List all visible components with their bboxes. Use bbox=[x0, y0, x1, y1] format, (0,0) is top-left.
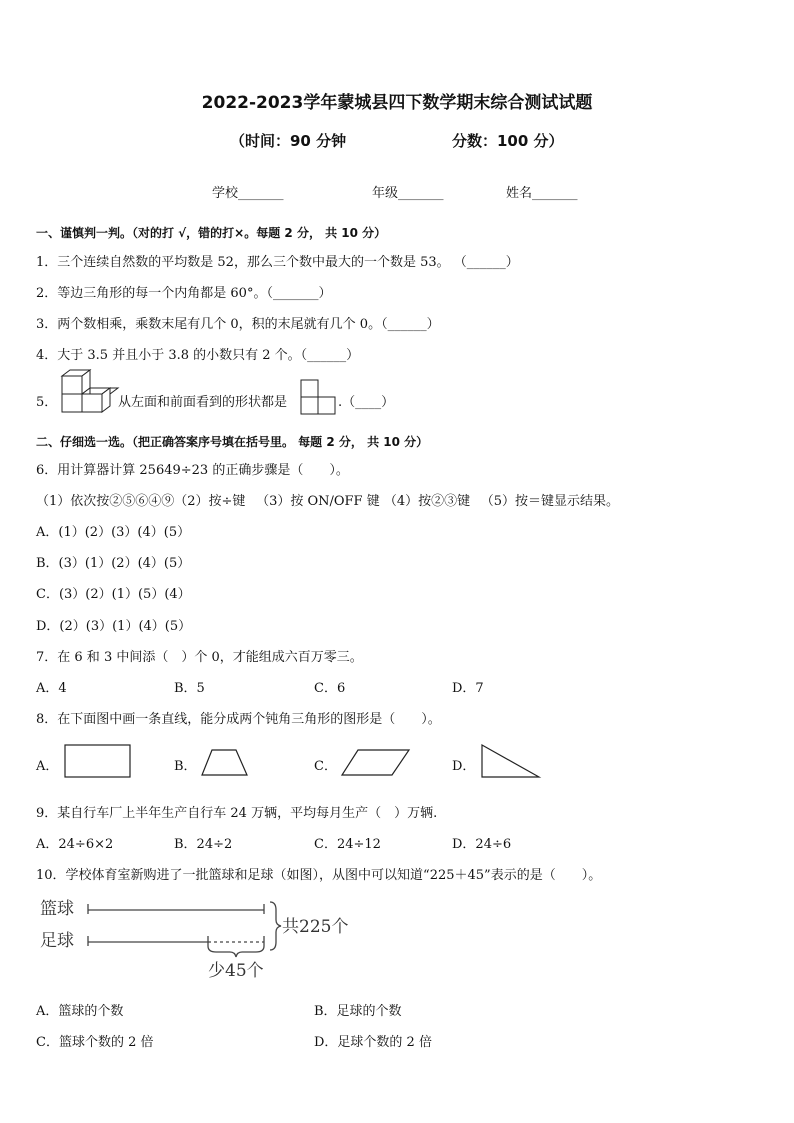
question-10-option-d[interactable]: D．足球个数的 2 倍 bbox=[314, 1035, 432, 1050]
question-8: 8．在下面图中画一条直线，能分成两个钝角三角形的图形是（ ）。 bbox=[36, 712, 441, 727]
question-8-option-b[interactable]: B． bbox=[174, 759, 197, 774]
section1-heading: 一、谨慎判一判。（对的打 √，错的打×。每题 2 分， 共 10 分） bbox=[36, 226, 387, 240]
segment-diagram bbox=[36, 892, 366, 984]
school-field[interactable]: 学校_______ bbox=[212, 186, 284, 201]
question-4: 4．大于 3.5 并且小于 3.8 的小数只有 2 个。（______） bbox=[36, 348, 360, 363]
right-triangle-shape bbox=[480, 743, 542, 779]
question-6-steps: （1）依次按②⑤⑥④⑨（2）按÷键 （3）按 ON/OFF 键 （4）按②③键 （5）按＝键显示结果。 bbox=[36, 494, 620, 509]
question-7-option-d[interactable]: D．7 bbox=[452, 681, 484, 696]
question-6-option-d[interactable]: D．(2）(3）(1）(4）(5） bbox=[36, 619, 192, 634]
question-9-option-c[interactable]: C．24÷12 bbox=[314, 837, 381, 852]
question-10-option-b[interactable]: B．足球的个数 bbox=[314, 1004, 402, 1019]
parallelogram-shape bbox=[340, 748, 412, 778]
question-6-option-b[interactable]: B．(3）(1）(2）(4）(5） bbox=[36, 556, 191, 571]
question-2: 2．等边三角形的每一个内角都是 60°。（_______） bbox=[36, 286, 332, 301]
grade-field[interactable]: 年级_______ bbox=[372, 186, 444, 201]
question-8-option-c[interactable]: C． bbox=[314, 759, 337, 774]
exam-time: （时间：90 分钟 bbox=[230, 132, 347, 150]
question-9-option-b[interactable]: B．24÷2 bbox=[174, 837, 233, 852]
question-8-option-a[interactable]: A． bbox=[36, 759, 59, 774]
question-8-option-d[interactable]: D． bbox=[452, 759, 476, 774]
question-1: 1．三个连续自然数的平均数是 52，那么三个数中最大的一个数是 53。 （______） bbox=[36, 255, 519, 270]
question-5-number: 5． bbox=[36, 395, 58, 410]
cube-stack-figure bbox=[56, 368, 120, 418]
question-7-option-a[interactable]: A．4 bbox=[36, 681, 67, 696]
question-9-option-d[interactable]: D．24÷6 bbox=[452, 837, 512, 852]
question-7: 7．在 6 和 3 中间添（ ）个 0，才能组成六百万零三。 bbox=[36, 650, 363, 665]
view-shape-figure bbox=[300, 379, 336, 415]
question-3: 3．两个数相乘，乘数末尾有几个 0，积的末尾就有几个 0。（______） bbox=[36, 317, 440, 332]
diagram-less-label: 少45个 bbox=[208, 961, 264, 981]
question-5-end: .（____） bbox=[338, 395, 395, 410]
diagram-football-label: 足球 bbox=[40, 931, 74, 951]
question-9: 9．某自行车厂上半年生产自行车 24 万辆，平均每月生产（ ）万辆. bbox=[36, 806, 438, 821]
section2-heading: 二、仔细选一选。（把正确答案序号填在括号里。 每题 2 分， 共 10 分） bbox=[36, 435, 429, 449]
question-10-option-a[interactable]: A．篮球的个数 bbox=[36, 1004, 124, 1019]
question-6-option-a[interactable]: A．(1）(2）(3）(4）(5） bbox=[36, 525, 191, 540]
question-6-option-c[interactable]: C．(3）(2）(1）(5）(4） bbox=[36, 587, 191, 602]
question-5-text: 从左面和前面看到的形状都是 bbox=[118, 395, 288, 410]
question-9-option-a[interactable]: A．24÷6×2 bbox=[36, 837, 114, 852]
question-7-option-c[interactable]: C．6 bbox=[314, 681, 346, 696]
question-10-option-c[interactable]: C．篮球个数的 2 倍 bbox=[36, 1035, 154, 1050]
diagram-total-label: 共225个 bbox=[282, 917, 349, 937]
question-6: 6．用计算器计算 25649÷23 的正确步骤是（ ）。 bbox=[36, 463, 349, 478]
rectangle-shape bbox=[64, 743, 132, 779]
question-7-option-b[interactable]: B．5 bbox=[174, 681, 205, 696]
trapezoid-shape bbox=[200, 748, 250, 778]
exam-score: 分数：100 分） bbox=[452, 132, 564, 150]
question-10: 10．学校体育室新购进了一批篮球和足球（如图），从图中可以知道“225＋45”表示的是（ ）。 bbox=[36, 868, 602, 883]
page-title: 2022-2023学年蒙城县四下数学期末综合测试试题 bbox=[201, 93, 593, 113]
name-field[interactable]: 姓名_______ bbox=[506, 186, 578, 201]
diagram-basketball-label: 篮球 bbox=[40, 899, 74, 919]
